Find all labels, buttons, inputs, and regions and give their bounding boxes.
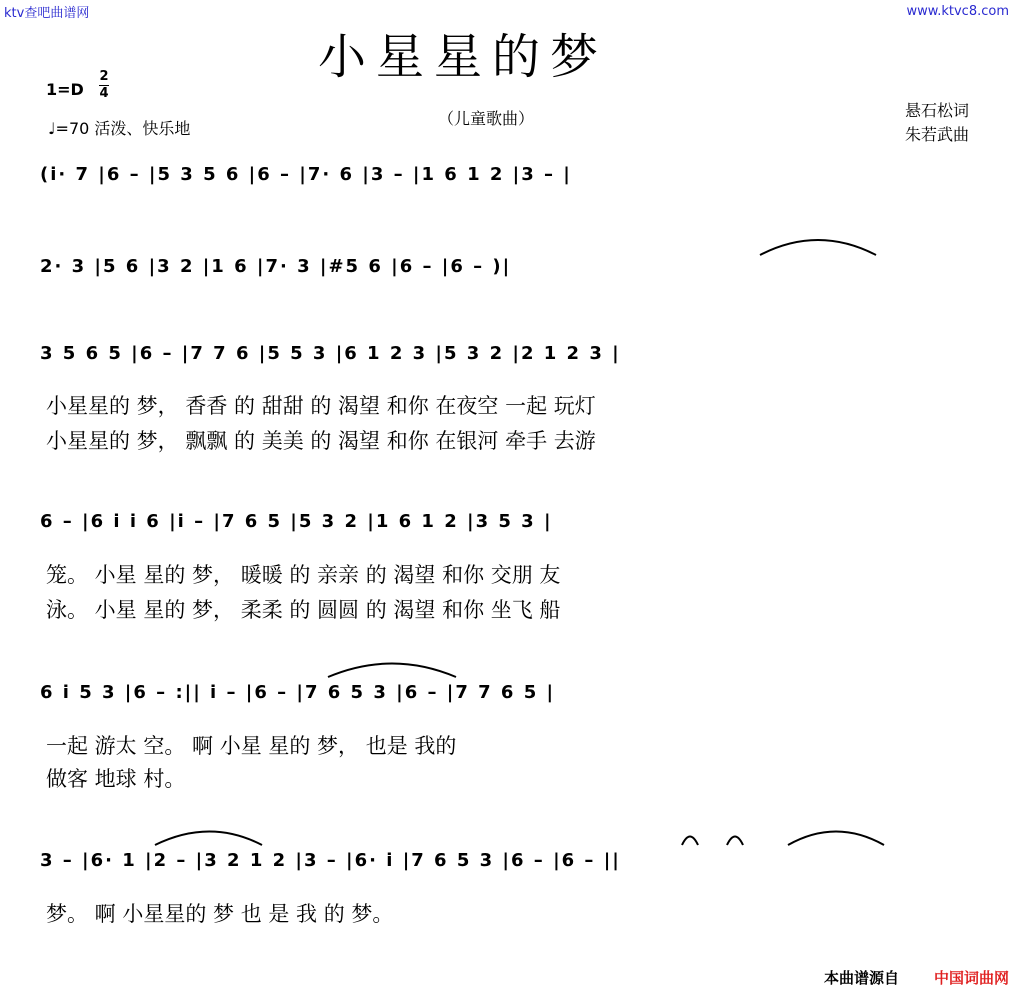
- time-signature-top: 2: [99, 69, 109, 84]
- fermata-row-6-a: [682, 837, 698, 846]
- notation-row-4: 6 – |6 i i 6 |i – |7 6 5 |5 3 2 |1 6 1 2 |3 5 3 |: [40, 511, 553, 532]
- tie-row-6: [788, 832, 884, 846]
- song-title: 小星星的梦: [318, 29, 609, 85]
- site-watermark-right: www.ktvc8.com: [906, 4, 1009, 19]
- slur-row-6-a: [155, 832, 262, 846]
- lyrics-row-3-verse-2: 小星星的 梦， 飘飘 的 美美 的 渴望 和你 在银河 牵手 去游: [46, 429, 596, 453]
- notation-row-2: 2· 3 |5 6 |3 2 |1 6 |7· 3 |#5 6 |6 – |6 – )|: [40, 256, 512, 277]
- key-signature: 1=D: [46, 80, 84, 99]
- site-watermark-left: ktv查吧曲谱网: [4, 6, 90, 21]
- lyrics-row-4-verse-1: 笼。 小星 星的 梦， 暖暖 的 亲亲 的 渴望 和你 交朋 友: [46, 563, 561, 587]
- fermata-row-6-b: [727, 837, 743, 846]
- composer: 朱若武曲: [905, 125, 970, 144]
- notation-row-6: 3 – |6· 1 |2 – |3 2 1 2 |3 – |6· i |7 6 5 3 |6 – |6 – ||: [40, 850, 621, 871]
- notation-row-3: 3 5 6 5 |6 – |7 7 6 |5 5 3 |6 1 2 3 |5 3 2 |2 1 2 3 |: [40, 343, 621, 364]
- notation-row-5: 6 i 5 3 |6 – :|| i – |6 – |7 6 5 3 |6 – |7 7 6 5 |: [40, 682, 556, 703]
- lyrics-row-3-verse-1: 小星星的 梦， 香香 的 甜甜 的 渴望 和你 在夜空 一起 玩灯: [46, 394, 596, 418]
- lyrics-row-5-verse-2: 做客 地球 村。: [46, 767, 186, 791]
- source-site-link[interactable]: 中国词曲网: [933, 969, 1009, 987]
- lyricist: 悬石松词: [905, 101, 970, 120]
- time-signature-bottom: 4: [99, 86, 109, 101]
- lyrics-row-6-verse-1: 梦。 啊 小星星的 梦 也 是 我 的 梦。: [46, 902, 394, 926]
- lyrics-row-4-verse-2: 泳。 小星 星的 梦， 柔柔 的 圆圆 的 渴望 和你 坐飞 船: [46, 598, 561, 622]
- lyrics-row-5-verse-1: 一起 游太 空。 啊 小星 星的 梦， 也是 我的: [46, 734, 457, 758]
- tie-row-2: [760, 240, 876, 255]
- tempo-marking: ♩=70 活泼、快乐地: [48, 119, 191, 138]
- tie-row-5: [328, 664, 456, 678]
- song-subtitle: （儿童歌曲）: [438, 109, 535, 128]
- notation-row-1: (i· 7 |6 – |5 3 5 6 |6 – |7· 6 |3 – |1 6 1 2 |3 – |: [40, 164, 572, 185]
- source-label: 本曲谱源自: [823, 969, 899, 987]
